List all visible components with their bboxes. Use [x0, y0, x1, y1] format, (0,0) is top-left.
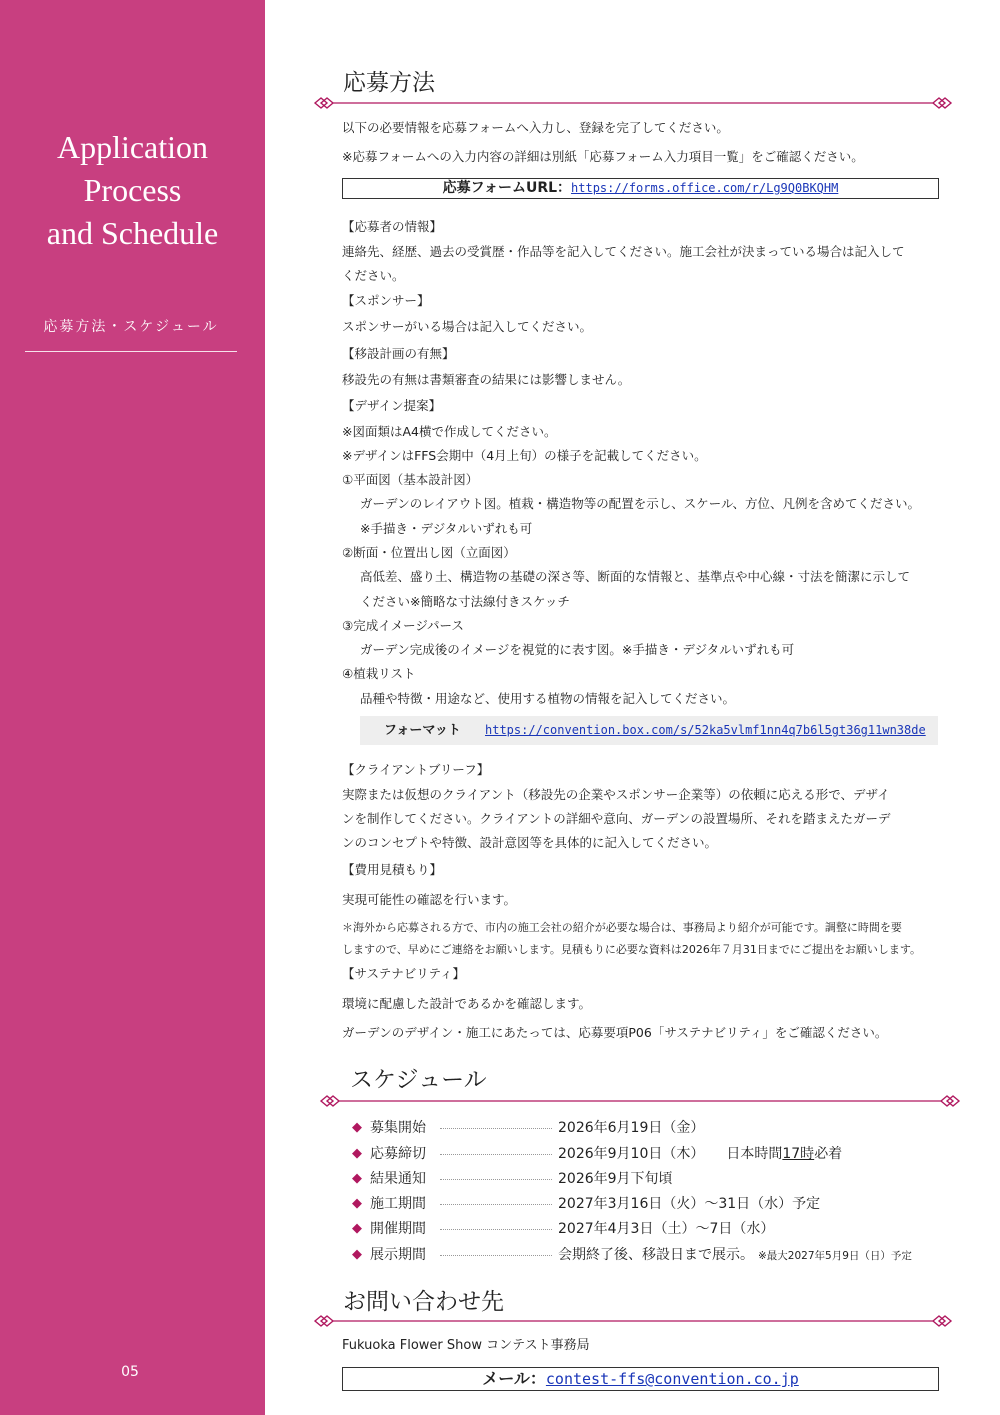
section-label: 【クライアントブリーフ】: [342, 762, 490, 777]
schedule-extra-after: 必着: [814, 1146, 843, 1162]
dotted-leader: [440, 1229, 552, 1230]
contact-heading: お問い合わせ先: [343, 1289, 504, 1315]
schedule-item-value: 2027年3月16日（火）～31日（水）予定: [558, 1196, 821, 1212]
section-label: 【移設計画の有無】: [342, 346, 455, 361]
schedule-item-name: 展示期間: [370, 1247, 426, 1263]
drawing-item: ③完成イメージパース: [342, 618, 464, 633]
application-heading: 応募方法: [343, 70, 435, 96]
small-note: ＊海外から応募される方で、市内の施工会社の紹介が必要な場合は、事務局より紹介が可能です。調整に時間を要: [342, 921, 902, 934]
schedule-row: [352, 1244, 952, 1266]
drawing-item: ①平面図（基本設計図）: [342, 472, 479, 487]
schedule-item-value: [558, 1244, 912, 1267]
page-number: 05: [121, 1364, 139, 1380]
dotted-leader: [440, 1204, 552, 1205]
sidebar-title-line: Application: [56, 129, 209, 165]
ornament-divider: [312, 96, 954, 110]
schedule-item-name: 施工期間: [370, 1196, 426, 1212]
format-url-link[interactable]: https://convention.box.com/s/52ka5vlmf1nn4q7b6l5gt36g11wn38de: [485, 723, 926, 737]
diamond-icon: ◆: [352, 1120, 362, 1135]
section-label: 【サステナビリティ】: [342, 966, 466, 981]
schedule-row: [352, 1117, 952, 1139]
body-text: ※手描き・デジタルいずれも可: [360, 521, 533, 536]
ornament-divider: [318, 1094, 962, 1108]
diamond-icon: ◆: [352, 1146, 362, 1161]
schedule-extra-underline: 17時: [782, 1146, 815, 1162]
schedule-value-text: 2026年9月10日（木）: [558, 1146, 705, 1162]
schedule-heading: スケジュール: [350, 1067, 487, 1093]
sidebar-title-line: and Schedule: [46, 215, 219, 251]
diamond-icon: ◆: [352, 1247, 362, 1262]
body-text: ※図面類はA4横で作成してください。: [342, 424, 557, 439]
schedule-row: [352, 1168, 952, 1190]
body-text: ガーデン完成後のイメージを視覚的に表す図。※手描き・デジタルいずれも可: [360, 642, 795, 657]
sidebar-divider: [25, 351, 237, 352]
body-text: 移設先の有無は書類審査の結果には影響しません。: [342, 372, 631, 387]
mail-link[interactable]: contest-ffs@convention.co.jp: [545, 1370, 799, 1388]
body-text: スポンサーがいる場合は記入してください。: [342, 319, 593, 334]
body-text: ※デザインはFFS会期中（4月上旬）の様子を記載してください。: [342, 448, 707, 463]
body-text: ください※簡略な寸法線付きスケッチ: [360, 594, 570, 609]
body-text: 環境に配慮した設計であるかを確認します。: [342, 996, 592, 1011]
body-text: ガーデンのレイアウト図。植栽・構造物等の配置を示し、スケール、方位、凡例を含めてください。: [360, 496, 921, 511]
body-text: 実際または仮想のクライアント（移設先の企業やスポンサー企業等）の依頼に応える形で、デザイ: [342, 787, 890, 802]
body-text: ンを制作してください。クライアントの詳細や意向、ガーデンの設置場所、それを踏まえたガーデ: [342, 811, 891, 826]
schedule-item-name: 応募締切: [370, 1146, 426, 1162]
diamond-icon: ◆: [352, 1171, 362, 1186]
format-label: フォーマット: [384, 723, 461, 738]
drawing-item: ②断面・位置出し図（立面図）: [342, 545, 516, 560]
section-label: 【スポンサー】: [342, 293, 430, 308]
body-text: 品種や特徴・用途など、使用する植物の情報を記入してください。: [360, 691, 736, 706]
sidebar-subtitle: 応募方法・スケジュール: [43, 319, 219, 335]
section-label: 【応募者の情報】: [342, 219, 443, 234]
form-url-link[interactable]: https://forms.office.com/r/Lg9Q0BKQHM: [571, 181, 839, 195]
schedule-row: [352, 1218, 952, 1240]
format-box: [360, 716, 938, 745]
schedule-item-name: 募集開始: [370, 1120, 426, 1136]
section-label: 【費用見積もり】: [342, 862, 443, 877]
diamond-icon: ◆: [352, 1196, 362, 1211]
body-text: ください。: [342, 268, 405, 283]
dotted-leader: [440, 1179, 552, 1180]
body-text: 実現可能性の確認を行います。: [342, 892, 517, 907]
body-text: ンのコンセプトや特徴、設計意図等を具体的に記入してください。: [342, 835, 718, 850]
intro-note: ※応募フォームへの入力内容の詳細は別紙「応募フォーム入力項目一覧」をご確認ください。: [342, 149, 864, 164]
form-url-box: [342, 178, 939, 199]
form-url-label: 応募フォームURL：: [442, 180, 572, 196]
schedule-item-name: 結果通知: [370, 1171, 426, 1187]
schedule-row: [352, 1143, 952, 1165]
drawing-item: ④植栽リスト: [342, 666, 416, 681]
schedule-item-value: 2027年4月3日（土）～7日（水）: [558, 1221, 775, 1237]
body-text: 連絡先、経歴、過去の受賞歴・作品等を記入してください。施工会社が決まっている場合は記入して: [342, 244, 905, 259]
intro-text: 以下の必要情報を応募フォームへ入力し、登録を完了してください。: [342, 120, 729, 135]
contact-office: Fukuoka Flower Show コンテスト事務局: [342, 1338, 590, 1353]
sidebar-title: [0, 126, 265, 255]
body-text: 高低差、盛り土、構造物の基礎の深さ等、断面的な情報と、基準点や中心線・寸法を簡潔に示して: [360, 569, 911, 584]
sidebar-title-line: Process: [83, 172, 182, 208]
small-note: しますので、早めにご連絡をお願いします。見積もりに必要な資料は2026年７月31日までにご提出をお願いします。: [342, 943, 922, 956]
dotted-leader: [440, 1154, 552, 1155]
schedule-item-value: 2026年9月下旬頃: [558, 1171, 673, 1187]
schedule-value-text: 会期終了後、移設日まで展示。: [558, 1247, 754, 1263]
schedule-note: ※最大2027年5月9日（日）予定: [758, 1250, 912, 1262]
mail-label: メール：: [482, 1369, 546, 1388]
schedule-extra-text: 日本時間: [726, 1146, 783, 1162]
sidebar: [0, 0, 265, 1415]
schedule-item-name: 開催期間: [370, 1221, 426, 1237]
diamond-icon: ◆: [352, 1221, 362, 1236]
section-label: 【デザイン提案】: [342, 398, 442, 413]
dotted-leader: [440, 1128, 552, 1129]
ornament-divider: [312, 1314, 954, 1328]
schedule-row: [352, 1193, 952, 1215]
schedule-item-value: 2026年6月19日（金）: [558, 1120, 705, 1136]
mail-box: [342, 1367, 939, 1391]
schedule-item-value: [558, 1143, 842, 1165]
body-text: ガーデンのデザイン・施工にあたっては、応募要項P06「サステナビリティ」をご確認ください。: [342, 1025, 888, 1040]
dotted-leader: [440, 1255, 552, 1256]
